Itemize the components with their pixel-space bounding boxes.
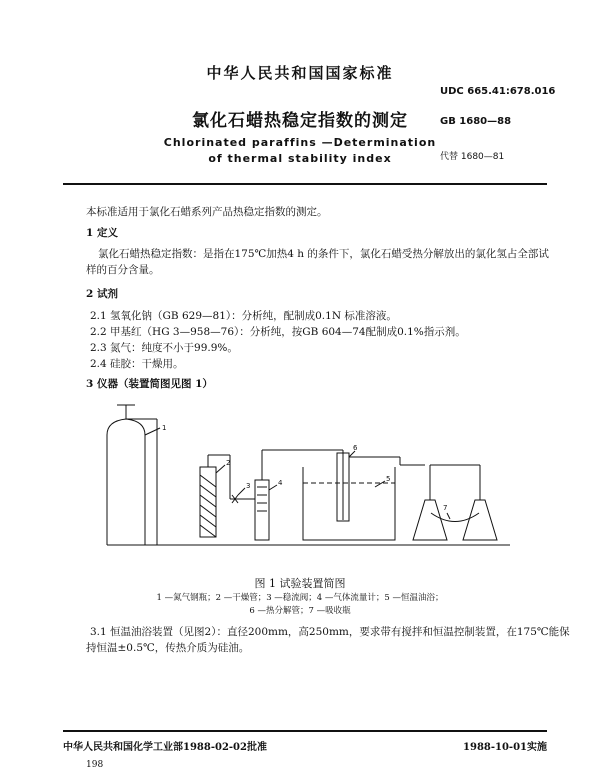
- section-3-1-line1: 3.1 恒温油浴装置（见图2）：直径200mm，高250mm，要求带有搅拌和恒温控制装置，在175℃能保: [90, 626, 570, 638]
- reagent-item: 2.1 氢氧化钠（GB 629—81）：分析纯，配制成0.1N 标准溶液。: [90, 310, 397, 322]
- title-chinese: 氯化石蜡热稳定指数的测定: [192, 111, 408, 131]
- section-3-1-line2: 持恒温±0.5℃，传热介质为硅油。: [86, 642, 250, 654]
- section-1-text-line2: 样的百分含量。: [86, 264, 160, 276]
- diagram-label: 5: [386, 475, 391, 483]
- reagent-item: 2.2 甲基红（HG 3—958—76）：分析纯，按GB 604—74配制成0.1%指示剂。: [90, 326, 466, 338]
- absorption-flask: [413, 500, 447, 540]
- diagram-label: 6: [353, 444, 358, 452]
- standard-header: 中华人民共和国国家标准: [206, 64, 394, 82]
- effective-date: 1988-10-01实施: [463, 742, 547, 753]
- section-2-heading: 2 试剂: [86, 288, 118, 300]
- title-english-line1: Chlorinated paraffins —Determination: [163, 136, 437, 149]
- reagent-item: 2.4 硅胶：干燥用。: [90, 358, 184, 370]
- reagent-item: 2.3 氮气：纯度不小于99.9%。: [90, 342, 238, 354]
- intro-text: 本标准适用于氯化石蜡系列产品热稳定指数的测定。: [86, 206, 328, 218]
- figure-legend-line1: 1 —氮气钢瓶；2 —干燥管；3 —稳流阀；4 —气体流量计；5 —恒温油浴；: [156, 593, 444, 603]
- section-3-heading: 3 仪器（装置简图见图 1）: [86, 378, 213, 390]
- diagram-label: 4: [278, 479, 283, 487]
- diagram-label: 2: [226, 459, 231, 467]
- flow-meter: [255, 480, 269, 540]
- figure-caption: 图 1 试验装置简图: [254, 577, 346, 590]
- udc-code: UDC 665.41:678.016: [440, 86, 556, 97]
- title-english-line2: of thermal stability index: [208, 152, 392, 165]
- replaces-note: 代替 1680—81: [440, 152, 505, 162]
- diagram-label: 1: [162, 424, 167, 432]
- apparatus-diagram: [95, 395, 515, 570]
- approval-note: 中华人民共和国化学工业部1988-02-02批准: [63, 742, 267, 753]
- section-1-text-line1: 氯化石蜡热稳定指数：是指在175℃加热4 h 的条件下，氯化石蜡受热分解放出的氯化氢占全部试: [98, 248, 549, 260]
- figure-legend-line2: 6 —热分解管；7 —吸收瓶: [249, 606, 351, 616]
- section-1-heading: 1 定义: [86, 227, 118, 239]
- diagram-label: 7: [443, 504, 448, 512]
- absorption-flask: [463, 500, 497, 540]
- footer-rule: [63, 730, 547, 732]
- header-rule: [63, 183, 547, 185]
- page-number: 198: [86, 760, 104, 770]
- diagram-label: 3: [246, 482, 251, 490]
- gb-code: GB 1680—88: [440, 116, 512, 127]
- nitrogen-cylinder: [107, 419, 145, 545]
